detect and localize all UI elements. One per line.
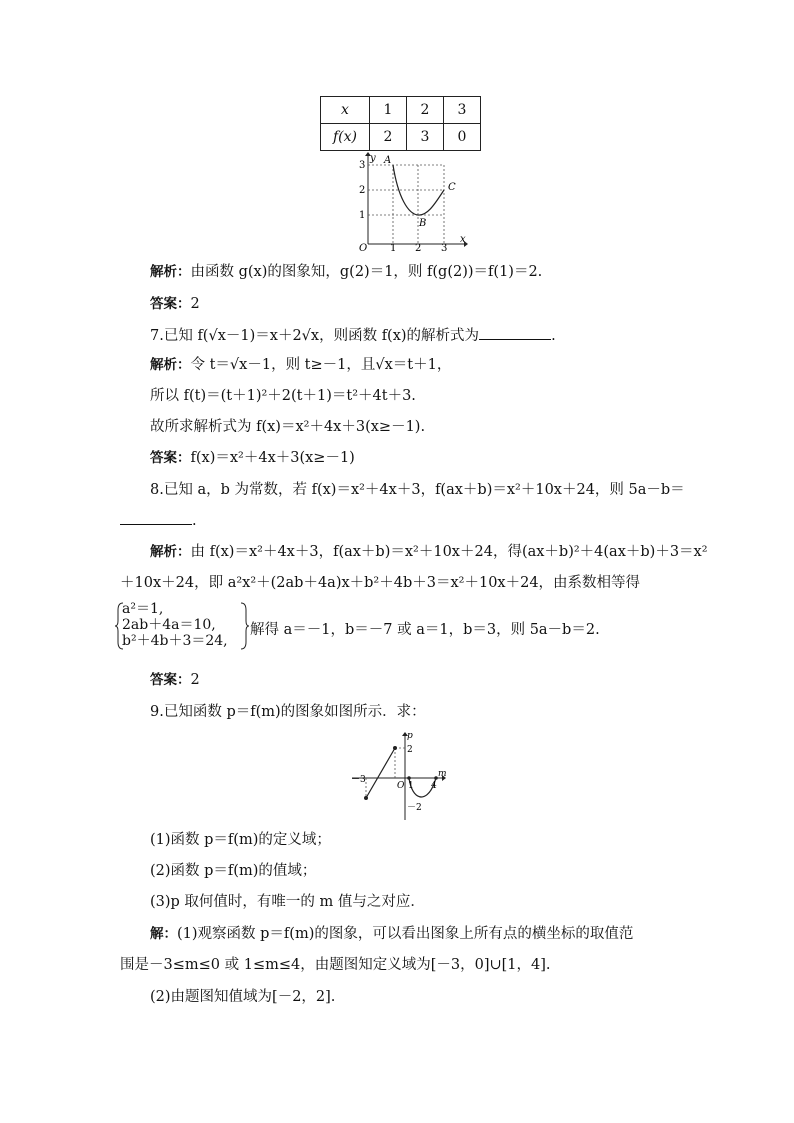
tick-label: 1 [408,781,414,791]
p9-solution: 解：(1)观察函数 p＝f(m)的图象，可以看出图象上所有点的横坐标的取值范 [150,926,634,942]
brace-icon [114,602,124,650]
p9-solution: (2)由题图知值域为[－2，2]. [150,989,336,1005]
tick-label: 4 [431,781,437,791]
table-row [321,124,481,151]
tick-label: 2 [415,243,422,252]
origin-label: O [359,243,368,252]
system-equation: 2ab＋4a＝10, [122,617,216,633]
axis-label: y [370,153,376,164]
answer-blank[interactable] [120,510,192,525]
equation-system [122,601,228,649]
graph-p [350,730,450,822]
table-cell: 1 [370,97,407,124]
system-equation: b²＋4b＋3＝24, [122,633,228,649]
origin-label: O [397,781,405,791]
point-label: B [419,218,427,229]
p8-step: ＋10x＋24，即 a²x²＋(2ab＋4a)x＋b²＋4b＋3＝x²＋10x＋24，由系数相等得 [120,575,641,591]
p8-analysis: 解析：由 f(x)＝x²＋4x＋3，f(ax＋b)＝x²＋10x＋24，得(ax＋b)²＋4(ax＋b)＋3＝x² [150,544,708,560]
tick-label: －2 [407,803,422,813]
p7-step: 故所求解析式为 f(x)＝x²＋4x＋3(x≥－1). [150,419,426,435]
p9-subquestion: (2)函数 p＝f(m)的值域； [150,863,317,879]
point-label: C [448,182,456,193]
axis-label: x [460,234,466,245]
tick-label: 3 [441,243,448,252]
p7-step: 所以 f(t)＝(t＋1)²＋2(t＋1)＝t²＋4t＋3. [150,388,416,404]
p8-answer: 答案：2 [150,672,200,688]
p6-analysis: 解析：由函数 g(x)的图象知，g(2)＝1，则 f(g(2))＝f(1)＝2. [150,264,543,280]
p9-solution-cont: 围是－3≤m≤0 或 1≤m≤4，由题图知定义域为[－3，0]∪[1，4]. [120,957,551,973]
p7-question: 7.已知 f(√x－1)＝x＋2√x，则函数 f(x)的解析式为 . [150,325,556,346]
value-table [320,96,481,151]
axis-label: p [407,731,413,741]
table-cell: 3 [407,124,444,151]
p6-answer: 答案：2 [150,296,200,312]
p8-question-cont: . [120,510,197,531]
graph-g [356,152,468,252]
p7-answer: 答案：f(x)＝x²＋4x＋3(x≥－1) [150,450,355,466]
p9-subquestion: (1)函数 p＝f(m)的定义域； [150,832,331,848]
table-cell: 2 [370,124,407,151]
p7-analysis: 解析：令 t＝√x－1，则 t≥－1，且√x＝t＋1， [150,357,452,373]
table-cell: 3 [444,97,481,124]
brace-icon [240,602,250,650]
point-label: A [384,155,392,166]
table-cell: x [321,97,370,124]
table-row [321,97,481,124]
tick-label: －3 [351,775,366,785]
tick-label: 1 [390,243,397,252]
tick-label: 2 [407,745,413,755]
p8-question: 8.已知 a，b 为常数，若 f(x)＝x²＋4x＋3，f(ax＋b)＝x²＋10x＋24，则 5a－b＝ [150,482,685,498]
tick-label: 2 [359,185,366,196]
table-cell: f(x) [321,124,370,151]
table-cell: 0 [444,124,481,151]
table-cell: 2 [407,97,444,124]
answer-blank[interactable] [479,325,551,340]
p9-subquestion: (3)p 取何值时，有唯一的 m 值与之对应． [150,894,425,910]
axis-label: m [438,769,447,779]
tick-label: 3 [359,160,366,171]
p9-question: 9.已知函数 p＝f(m)的图象如图所示．求： [150,704,426,720]
system-equation: a²＝1, [122,601,164,617]
tick-label: 1 [359,210,366,221]
p8-step: 解得 a＝－1，b＝－7 或 a＝1，b＝3，则 5a－b＝2. [250,622,600,638]
